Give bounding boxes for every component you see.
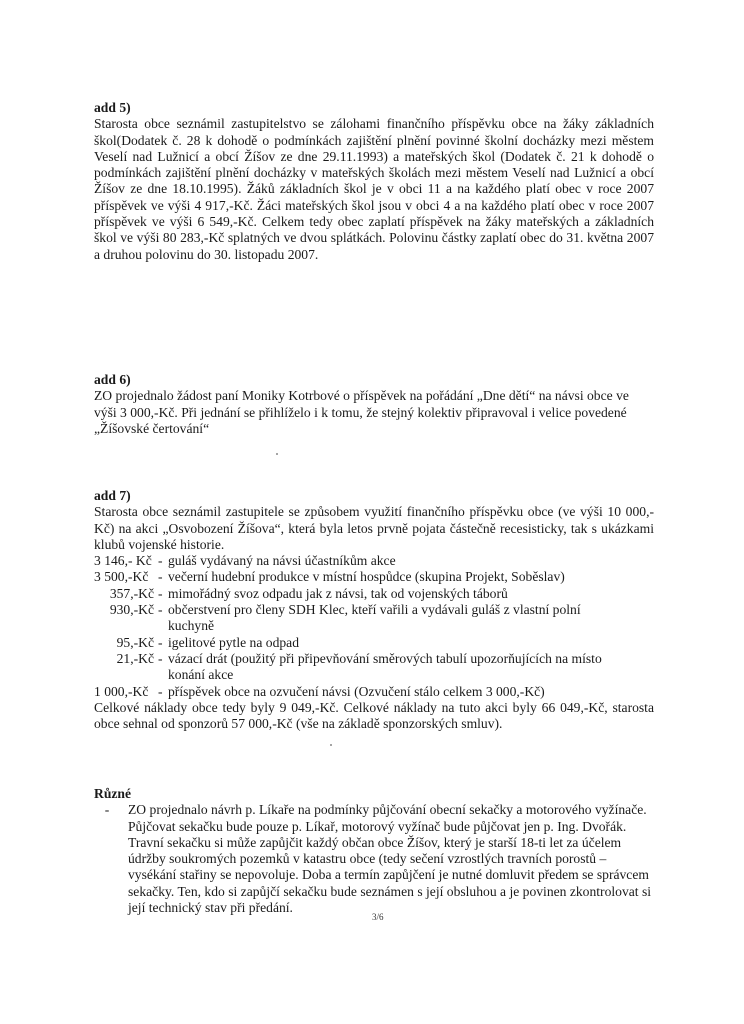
cost-list (94, 553, 654, 700)
section-intro: Starosta obce seznámil zastupitele se způsobem využití finančního příspěvku obce (ve výši 10 000,-Kč) na akci „Osvobození Žíšova“, která byla letos prvně pojata částečně recesisticky, tak s ukázkami klubů vojenské historie. (94, 504, 654, 552)
page-number: 3/6 (372, 912, 384, 922)
cost-amount: 1 000,-Kč (94, 683, 149, 699)
section-add7 (94, 488, 654, 732)
section-summary: Celkové náklady obce tedy byly 9 049,-Kč. Celkové náklady na tuto akci byly 66 049,-Kč, starosta obce sehnal od sponzorů 57 000,-Kč (vše na základě sponzorských smluv). (94, 699, 654, 732)
cost-amount: 95,-Kč (116, 634, 154, 650)
section-heading: add 7) (94, 488, 131, 503)
section-heading: add 5) (94, 100, 131, 115)
cost-item: 21,-Kč - vázací drát (použitý při připevňování směrových tabulí upozorňujících na místo konání akce (94, 651, 654, 684)
scan-speck (276, 453, 278, 455)
section-add5 (94, 100, 654, 263)
cost-description-cont: kuchyně (168, 618, 215, 634)
cost-item: 357,-Kč - mimořádný svoz odpadu jak z návsi, tak od vojenských táborů (94, 586, 654, 602)
section-heading: add 6) (94, 372, 131, 387)
section-text: ZO projednalo žádost paní Moniky Kotrbové o příspěvek na pořádání „Dne dětí“ na návsi obce ve výši 3 000,-Kč. Při jednání se přihlíželo i k tomu, že stejný kolektiv připravoval i velice povedené „Žíšovské čertování“ (94, 388, 629, 436)
section-add6 (94, 372, 654, 437)
cost-amount: 930,-Kč (109, 602, 154, 618)
cost-item: 3 500,-Kč - večerní hudební produkce v místní hospůdce (skupina Projekt, Soběslav) (94, 569, 565, 585)
cost-amount: 357,-Kč (109, 585, 154, 601)
cost-description: igelitové pytle na odpad (168, 634, 299, 650)
cost-amount: 3 146,- Kč (94, 553, 152, 569)
section-ruzne (94, 786, 654, 916)
cost-item: 1 000,-Kč - příspěvek obce na ozvučení návsi (Ozvučení stálo celkem 3 000,-Kč) (94, 683, 545, 699)
cost-description: příspěvek obce na ozvučení návsi (Ozvučení stálo celkem 3 000,-Kč) (168, 683, 545, 699)
cost-amount: 3 500,-Kč (94, 569, 149, 585)
list-item (86, 802, 654, 916)
bullet-dash: - (104, 802, 110, 818)
list-item-text: ZO projednalo návrh p. Líkaře na podmínky půjčování obecní sekačky a motorového vyžínače. Půjčovat sekačku bude pouze p. Líkař, motorový vyžínač bude půjčovat jen p. Ing. Dvořák. Travní sekačku si může zapůjčit každý občan obce Žíšov, který je starší 18-ti let za účelem údržby soukromých pozemků v katastru obce (tedy sečení vzrostlých travních porostů – vysékání stařiny se nepovoluje. Doba a termín zapůjčení je nutné domluvit předem se správcem sekačky. Ten, kdo si zapůjčí sekačku bude seznámen s její obsluhou a je povinen zkontrolovat si její technický stav při předání. (128, 802, 652, 916)
cost-description: občerstvení pro členy SDH Klec, kteří vařili a vydávali guláš z vlastní polní (168, 602, 581, 618)
section-heading: Různé (94, 786, 132, 801)
cost-description: večerní hudební produkce v místní hospůdce (skupina Projekt, Soběslav) (168, 569, 565, 585)
cost-description: mimořádný svoz odpadu jak z návsi, tak od vojenských táborů (168, 585, 508, 601)
scan-speck (330, 744, 332, 746)
cost-description: vázací drát (použitý při připevňování směrových tabulí upozorňujících na místo (168, 650, 602, 666)
cost-description-cont: konání akce (168, 667, 234, 683)
cost-description: guláš vydávaný na návsi účastníkům akce (168, 553, 396, 569)
section-text: Starosta obce seznámil zastupitelstvo se zálohami finančního příspěvku obce na žáky základních škol(Dodatek č. 28 k dohodě o podmínkách zajištění plnění povinné školní docházky mezi městem Veselí nad Lužnicí a obcí Žíšov ze dne 29.11.1993) a mateřských škol (Dodatek č. 21 k dohodě o podmínkách zajištění plnění docházky v mateřských školách mezi městem Veselí nad Lužnicí a obcí Žíšov ze dne 18.10.1995). Žáků základních škol je v obci 11 a na každého platí obec v roce 2007 příspěvek ve výši 4 917,-Kč. Žáci mateřských škol jsou v obci 4 a na každého platí obec v roce 2007 příspěvek ve výši 6 549,-Kč. Celkem tedy obec zaplatí příspěvek na žáky mateřských a základních škol ve výši 80 283,-Kč splatných ve dvou splátkách. Polovinu částky zaplatí obec do 31. května 2007 a druhou polovinu do 30. listopadu 2007. (94, 116, 654, 262)
cost-item: 930,-Kč - občerstvení pro členy SDH Klec, kteří vařili a vydávali guláš z vlastní polní kuchyně (94, 602, 654, 635)
cost-item: 95,-Kč - igelitové pytle na odpad (94, 635, 654, 651)
cost-amount: 21,-Kč (116, 650, 154, 666)
cost-item: 3 146,- Kč - guláš vydávaný na návsi účastníkům akce (94, 553, 396, 569)
bullet-list (94, 802, 654, 916)
